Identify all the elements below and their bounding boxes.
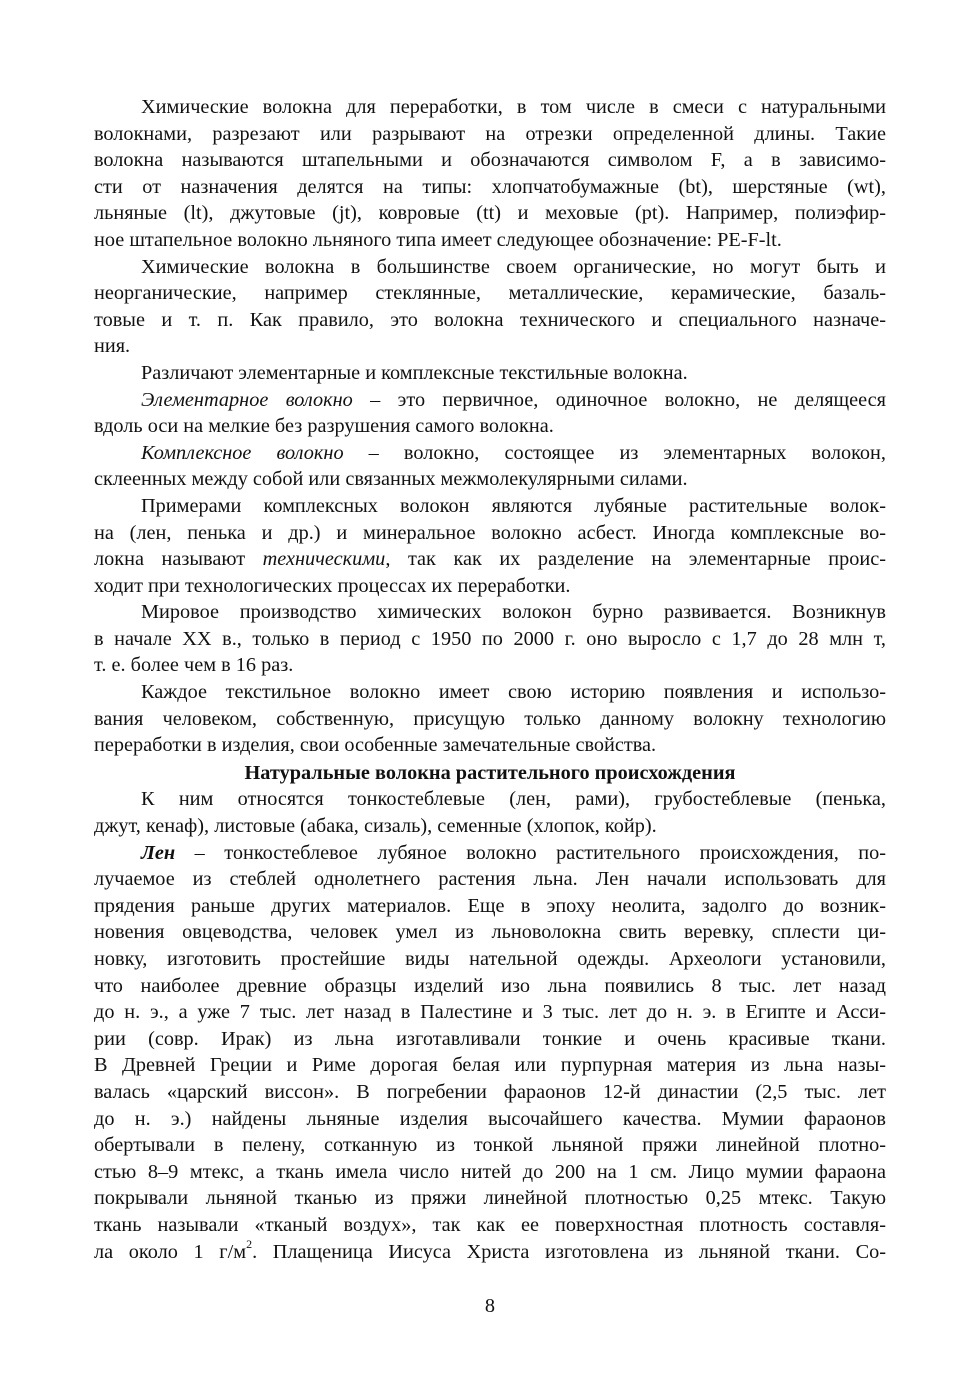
paragraph-flax: [94, 840, 886, 1266]
text-fragment: – это первичное, одиночное волокно, не делящееся: [352, 388, 886, 411]
section-heading: Натуральные волокна растительного происхождения: [244, 761, 736, 784]
text-line: что наиболее древние образцы изделий изо льна появились 8 тыс. лет назад: [94, 974, 886, 997]
text-line: волокнами, разрезают или разрывают на отрезки определенной длины. Такие: [94, 122, 886, 145]
term-elementary-fiber: Элементарное волокно: [141, 388, 353, 411]
text-line: в начале XX в., только в период с 1950 по 2000 г. оно выросло с 1,7 до 28 млн т,: [94, 627, 886, 650]
page-number: 8: [484, 1295, 496, 1317]
text-fragment: ла около 1 г/м: [94, 1240, 247, 1263]
text-line: рии (совр. Ирак) из льна изготавливали тонкие и очень красивые ткани.: [94, 1027, 886, 1050]
text-line: ное штапельное волокно льняного типа имеет следующее обозначение: PE-F-lt.: [94, 228, 782, 251]
text-line: льняные (lt), джутовые (jt), ковровые (tt) и меховые (pt). Например, полиэфир-: [94, 202, 886, 225]
text-line: джут, кенаф), листовые (абака, сизаль), семенные (хлопок, койр).: [94, 815, 657, 838]
paragraph-world-production: [94, 599, 886, 679]
text-line: стью 8–9 мтекс, а ткань имела число нитей до 200 на 1 см. Лицо мумии фараона: [94, 1160, 886, 1183]
text-line: новку, изготовить простейшие виды нательной одежды. Археологи установили,: [94, 948, 886, 970]
text-line: ния.: [94, 335, 131, 358]
text-line: Каждое текстильное волокно имеет свою историю появления и использо-: [141, 681, 886, 704]
text-fragment: , так как их разделение на элементарные проис-: [385, 548, 886, 571]
text-line: на (лен, пенька и др.) и минеральное волокно асбест. Иногда комплексные во-: [94, 521, 886, 544]
paragraph-organic-inorganic: [94, 254, 886, 360]
term-technical: техническими: [262, 548, 386, 571]
paragraph-fiber-history: [94, 679, 886, 759]
text-line: товые и т. п. Как правило, это волокна технического и специального назначе-: [94, 308, 886, 331]
text-line: склеенных между собой или связанных межмолекулярными силами.: [94, 468, 688, 491]
text-line: т. е. более чем в 16 раз.: [94, 654, 294, 677]
text-line: обертывали в пелену, сотканную из тонкой льняной пряжи линейной плотно-: [94, 1134, 886, 1157]
text-line: [94, 440, 886, 467]
text-line: ткань называли «тканый воздух», так как ее поверхностная плотность составля-: [94, 1213, 886, 1236]
text-line: лучаемое из стеблей однолетнего растения льна. Лен начали использовать для: [94, 868, 886, 891]
text-line: переработки в изделия, свои особенные замечательные свойства.: [94, 734, 657, 757]
text-line: до н. э.) найдены льняные изделия высочайшего качества. Мумии фараонов: [94, 1107, 886, 1130]
text-fragment: локна называют: [94, 548, 263, 571]
paragraph-elementary-fiber: [94, 387, 886, 440]
text-line: прядения раньше других материалов. Еще в эпоху неолита, задолго до возник-: [94, 894, 886, 917]
text-line: сти от назначения делятся на типы: хлопчатобумажные (bt), шерстяные (wt),: [94, 175, 886, 198]
text-line: валась «царский виссон». В погребении фараонов 12-й династии (2,5 тыс. лет: [94, 1080, 886, 1103]
paragraph-plant-fiber-types: [94, 786, 886, 839]
paragraph-staple-fibers: [94, 94, 886, 254]
text-line: [94, 1236, 886, 1266]
text-line: до н. э., а уже 7 тыс. лет назад в Палестине и 3 тыс. лет до н. э. в Египте и Асси-: [94, 1001, 886, 1024]
superscript: 2: [246, 1236, 253, 1251]
paragraph-fiber-kinds: [94, 360, 886, 387]
text-fragment: – волокно, состоящее из элементарных волокон,: [343, 441, 886, 464]
paragraph-complex-fiber: [94, 440, 886, 493]
text-line: [94, 387, 886, 414]
text-line: К ним относятся тонкостеблевые (лен, рами), грубостеблевые (пенька,: [141, 788, 886, 811]
text-line: ходит при технологических процессах их переработки.: [94, 574, 571, 597]
text-line: вдоль оси на мелкие без разрушения самого волокна.: [94, 415, 554, 438]
paragraph-complex-examples: [94, 493, 886, 599]
text-line: Мировое производство химических волокон бурно развивается. Возникнув: [141, 601, 886, 624]
text-fragment: . Плащеница Иисуса Христа изготовлена из льняной ткани. Со-: [252, 1240, 886, 1263]
text-line: Различают элементарные и комплексные текстильные волокна.: [141, 361, 688, 384]
text-line: Химические волокна в большинстве своем органические, но могут быть и: [141, 255, 886, 278]
text-line: Примерами комплексных волокон являются лубяные растительные волок-: [141, 494, 886, 517]
text-line: [94, 840, 886, 867]
term-flax: Лен: [141, 841, 176, 864]
text-line: неорганические, например стеклянные, металлические, керамические, базаль-: [94, 282, 886, 305]
term-complex-fiber: Комплексное волокно: [141, 441, 344, 464]
text-line: вания человеком, собственную, присущую только данному волокну технологию: [94, 707, 886, 730]
text-line: волокна называются штапельными и обозначаются символом F, а в зависимо-: [94, 149, 886, 172]
text-line: В Древней Греции и Риме дорогая белая или пурпурная материя из льна назы-: [94, 1054, 886, 1077]
text-line: Химические волокна для переработки, в том числе в смеси с натуральными: [141, 96, 886, 118]
text-line: новения овцеводства, человек умел из льноволокна свить веревку, сплести ци-: [94, 921, 886, 944]
text-line: покрывали льняной тканью из пряжи линейной плотностью 0,25 мтекс. Такую: [94, 1187, 886, 1210]
text-fragment: – тонкостеблевое лубяное волокно растительного происхождения, по-: [175, 841, 886, 864]
text-line: [94, 546, 886, 573]
document-page: [94, 94, 886, 1265]
